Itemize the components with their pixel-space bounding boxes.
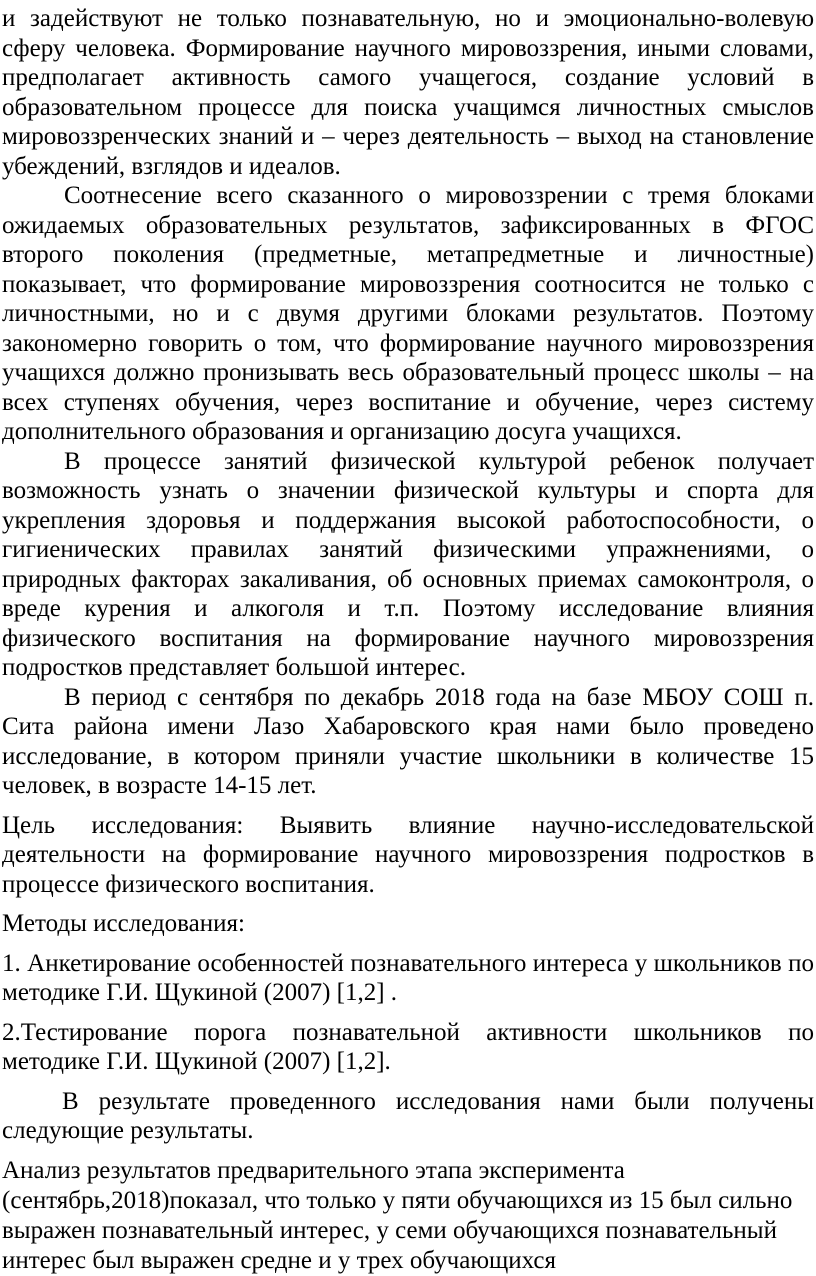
paragraph-fgos-results: Соотнесение всего сказанного о мировоззрении с тремя блоками ожидаемых образовательных результатов, зафиксированных в ФГОС второго поколения (предметные, метапредметные и личностные) показывает, что формирование мировоззрения соотносится не только с личностными, но и с двумя другими блоками результатов. Поэтому закономерно говорить о том, что формирование научного мировоззрения учащихся должно пронизывать весь образовательный процесс школы – на всех ступенях обучения, через воспитание и обучение, через систему дополнительного образования и организацию досуга учащихся.: [2, 182, 814, 445]
paragraph-physical-culture: В процессе занятий физической культурой ребенок получает возможность узнать о значении физической культуры и спорта для укрепления здоровья и поддержания высокой работоспособности, о гигиенических правилах занятий физическими упражнениями, о природных факторах закаливания, об основных приемах самоконтроля, о вреде курения и алкоголя и т.п. Поэтому исследование влияния физического воспитания на формирование научного мировоззрения подростков представляет большой интерес.: [2, 447, 814, 681]
paragraph-results-intro: В результате проведенного исследования нами были получены следующие результаты.: [2, 1087, 814, 1144]
paragraph-analysis: Анализ результатов предварительного этапа эксперимента (сентябрь,2018)показал, что только у пяти обучающихся из 15 был сильно выражен познавательный интерес, у семи обучающихся познавательный интерес был выражен средне и у трех обучающихся: [2, 1156, 793, 1274]
paragraph-method-2: 2.Тестирование порога познавательной активности школьников по методике Г.И. Щукиной (2007) [1,2].: [2, 1018, 814, 1075]
paragraph-study-goal: Цель исследования: Выявить влияние научно-исследовательской деятельности на формирование научного мировоззрения подростков в процессе физического воспитания.: [2, 811, 814, 898]
paragraph-method-1: 1. Анкетирование особенностей познавательного интереса у школьников по методике Г.И. Щукиной (2007) [1,2] .: [2, 949, 814, 1006]
paragraph-study-period: В период с сентября по декабрь 2018 года на базе МБОУ СОШ п. Сита района имени Лазо Хабаровского края нами было проведено исследование, в котором приняли участие школьники в количестве 15 человек, в возрасте 14-15 лет.: [2, 683, 814, 799]
paragraph-worldview-activity: и задействуют не только познавательную, но и эмоционально-волевую сферу человека. Формирование научного мировоззрения, иными словами, предполагает активность самого учащегося, создание условий в образовательном процессе для поиска учащимся личностных смыслов мировоззренческих знаний и – через деятельность – выход на становление убеждений, взглядов и идеалов.: [2, 5, 814, 180]
paragraph-methods-heading: Методы исследования:: [2, 910, 245, 937]
